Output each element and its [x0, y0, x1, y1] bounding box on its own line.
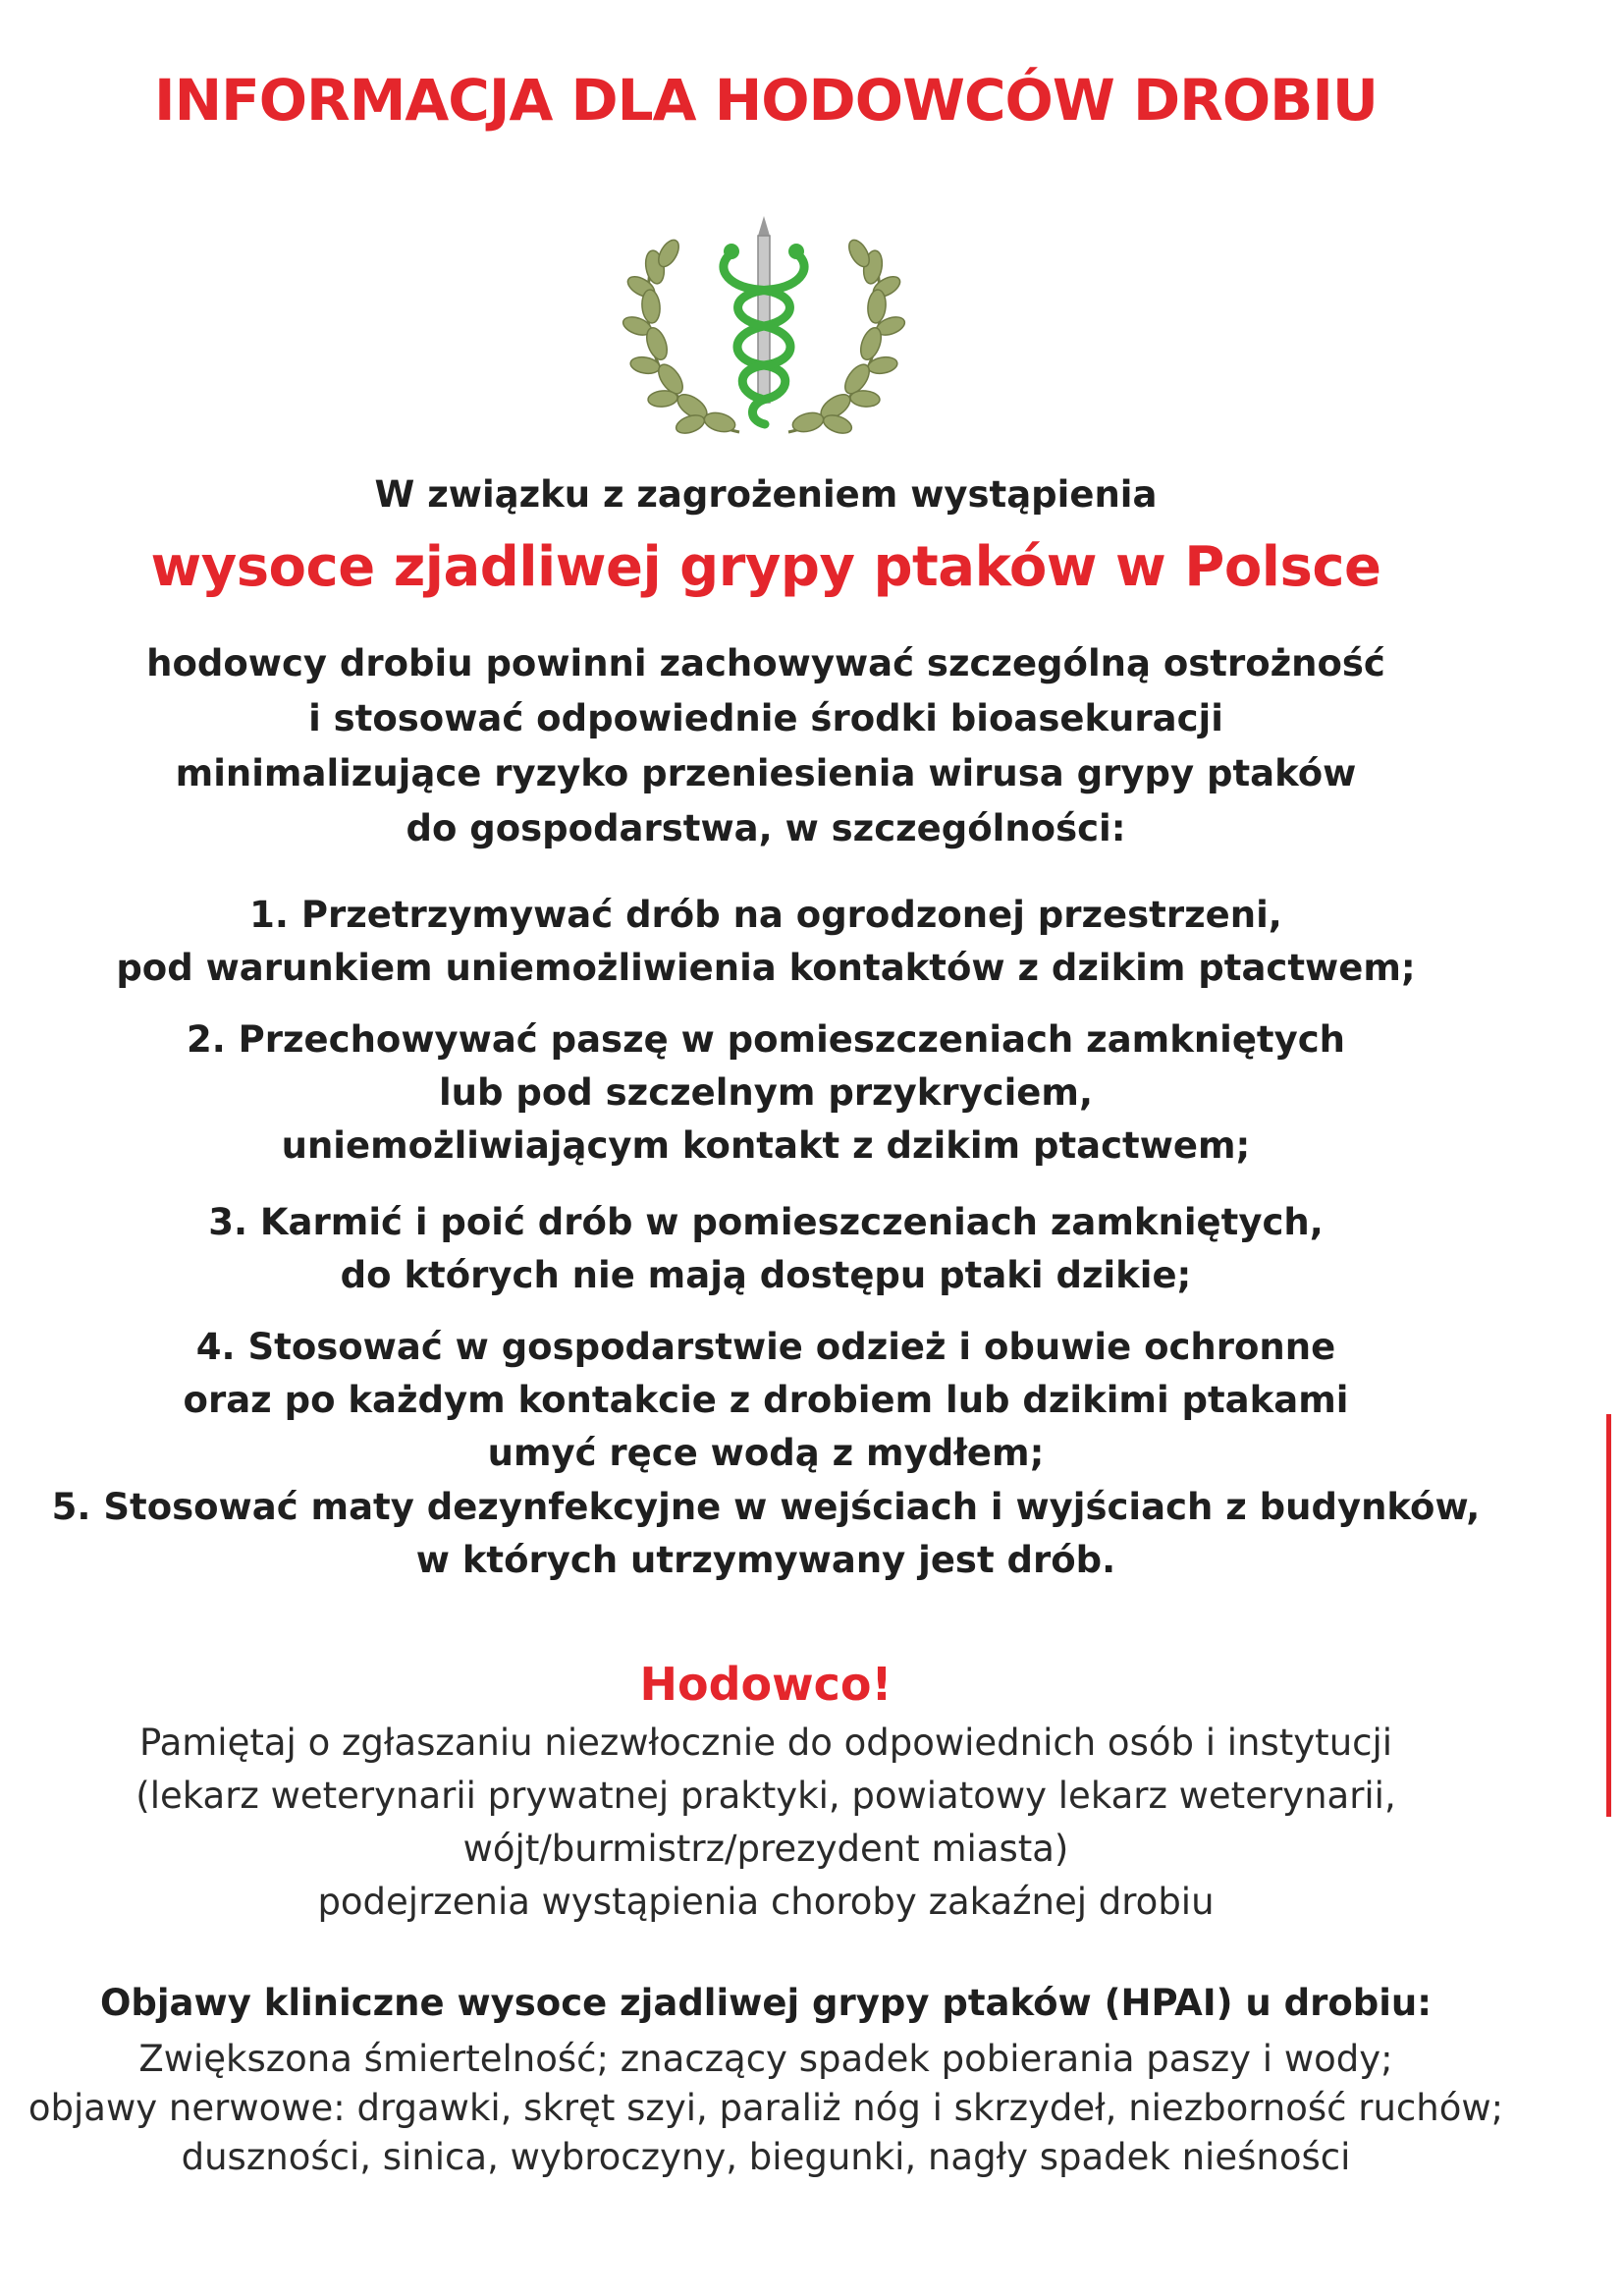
- veterinary-emblem-icon: [622, 196, 906, 452]
- intro-paragraph: [0, 636, 1532, 856]
- page-title: INFORMACJA DLA HODOWCÓW DROBIU: [153, 67, 1379, 134]
- notice-line: Pamiętaj o zgłaszaniu niezwłocznie do odpowiednich osób i instytucji: [138, 1722, 1393, 1764]
- rule-line: 5. Stosować maty dezynfekcyjne w wejściach i wyjściach z budynków,: [51, 1486, 1481, 1528]
- edge-mark: [1606, 1414, 1611, 1817]
- rule-3: [0, 1196, 1532, 1302]
- rule-line: uniemożliwiającym kontakt z dzikim ptactwem;: [281, 1124, 1251, 1167]
- rule-line: w których utrzymywany jest drób.: [415, 1539, 1116, 1581]
- rule-line: pod warunkiem uniemożliwienia kontaktów z dzikim ptactwem;: [116, 947, 1416, 989]
- rule-line: 2. Przechowywać paszę w pomieszczeniach zamkniętych: [186, 1018, 1346, 1061]
- rule-line: 1. Przetrzymywać drób na ogrodzonej przestrzeni,: [249, 894, 1282, 936]
- notice-heading: Hodowco!: [639, 1658, 893, 1711]
- notice-line: wójt/burmistrz/prezydent miasta): [462, 1828, 1069, 1870]
- rule-2: [0, 1013, 1532, 1173]
- notice-line: (lekarz weterynarii prywatnej praktyki, powiatowy lekarz weterynarii,: [135, 1775, 1396, 1817]
- symptoms-title: Objawy kliniczne wysoce zjadliwej grypy ptaków (HPAI) u drobiu:: [99, 1982, 1433, 2024]
- intro-paragraph-line: i stosować odpowiednie środki bioasekuracji: [308, 697, 1223, 739]
- intro-paragraph-line: do gospodarstwa, w szczególności:: [406, 807, 1126, 849]
- rule-1: [0, 889, 1532, 995]
- rule-line: do których nie mają dostępu ptaki dzikie;: [340, 1254, 1192, 1296]
- rule-line: 3. Karmić i poić drób w pomieszczeniach zamkniętych,: [208, 1201, 1324, 1243]
- symptoms-line: duszności, sinica, wybroczyny, biegunki, nagły spadek nieśności: [181, 2136, 1351, 2178]
- rule-4: [0, 1321, 1532, 1480]
- notice-text: [0, 1717, 1532, 1929]
- rule-line: oraz po każdym kontakcie z drobiem lub dzikimi ptakami: [183, 1379, 1349, 1421]
- notice-line: podejrzenia wystąpienia choroby zakaźnej drobiu: [317, 1881, 1215, 1923]
- rule-line: 4. Stosować w gospodarstwie odzież i obuwie ochronne: [195, 1326, 1336, 1368]
- symptoms-list: [0, 2035, 1532, 2182]
- symptoms-line: Zwiększona śmiertelność; znaczący spadek pobierania paszy i wody;: [138, 2038, 1393, 2080]
- rule-line: lub pod szczelnym przykryciem,: [438, 1071, 1094, 1114]
- symptoms-line: objawy nerwowe: drgawki, skręt szyi, paraliż nóg i skrzydeł, niezborność ruchów;: [27, 2087, 1504, 2129]
- intro-paragraph-line: hodowcy drobiu powinni zachowywać szczególną ostrożność: [146, 642, 1385, 684]
- rule-line: umyć ręce wodą z mydłem;: [487, 1432, 1045, 1474]
- intro-line: W związku z zagrożeniem wystąpienia: [374, 473, 1158, 516]
- headline: wysoce zjadliwej grypy ptaków w Polsce: [150, 535, 1381, 599]
- rule-5: [0, 1481, 1532, 1587]
- intro-paragraph-line: minimalizujące ryzyko przeniesienia wirusa grypy ptaków: [175, 752, 1357, 794]
